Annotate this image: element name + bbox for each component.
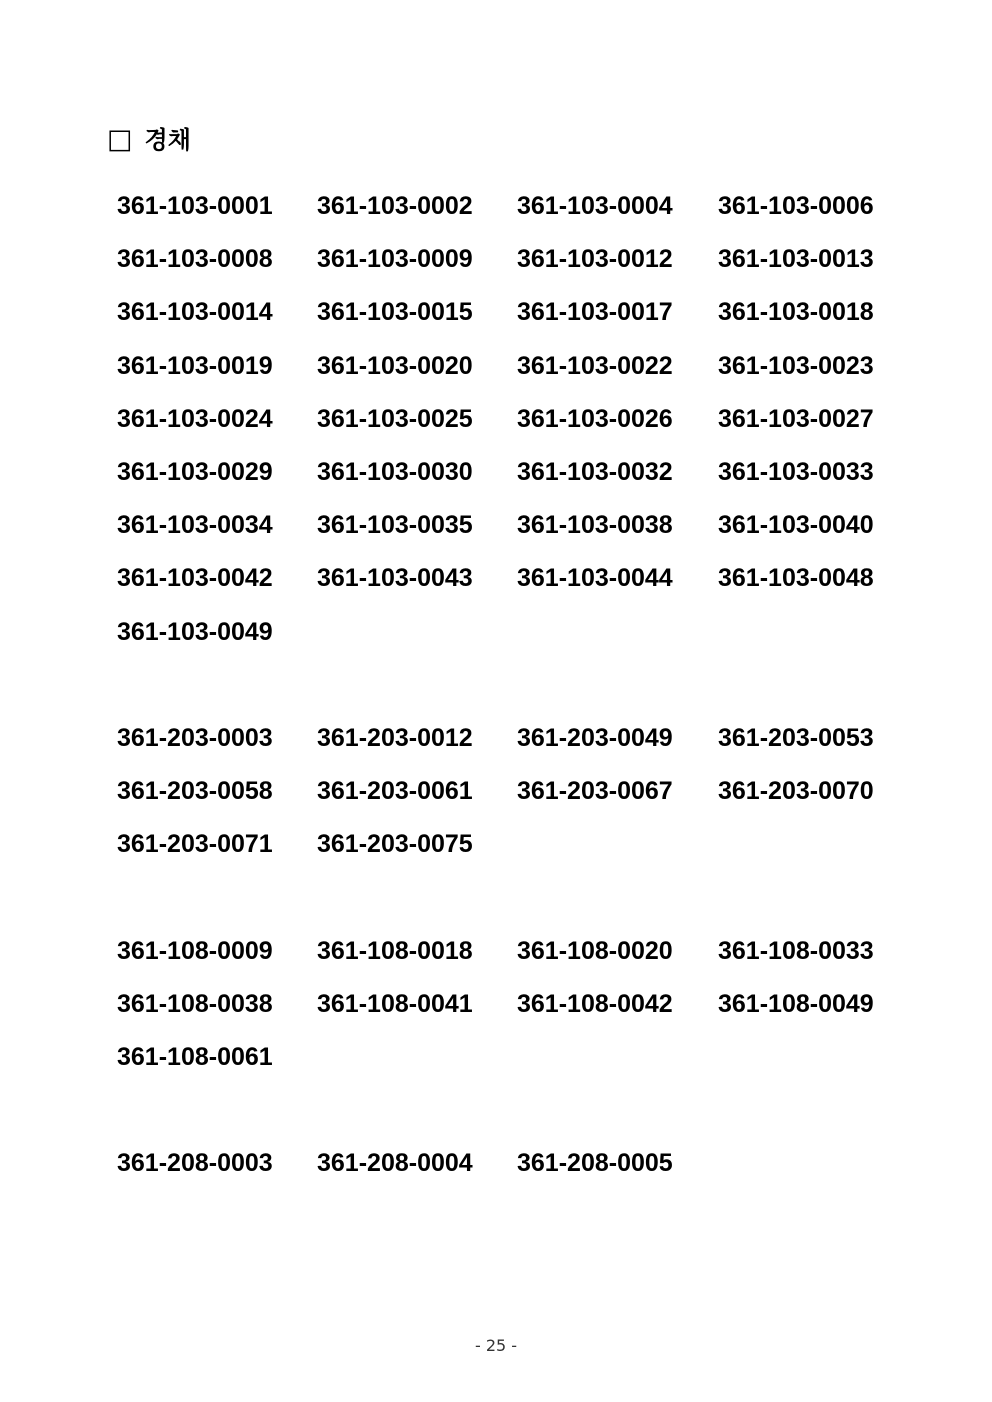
code-item: 361-203-0058 [117,777,273,806]
code-item: 361-103-0008 [117,245,273,274]
square-bullet-icon: □ [107,124,133,155]
code-item: 361-103-0006 [718,192,874,220]
code-group [117,180,977,659]
code-item: 361-103-0033 [718,457,874,486]
code-item: 361-103-0043 [317,564,473,593]
code-item: 361-203-0053 [718,723,874,752]
code-item: 361-103-0018 [718,298,874,327]
code-item: 361-208-0004 [317,1149,473,1178]
code-group [117,925,977,1085]
code-item: 361-108-0038 [117,989,273,1018]
code-list [117,180,977,1244]
code-item: 361-103-0030 [317,457,473,486]
code-item: 361-103-0035 [317,511,473,540]
code-item: 361-108-0020 [517,936,673,965]
code-item: 361-103-0002 [317,192,473,220]
code-item: 361-108-0009 [117,936,273,965]
code-item: 361-103-0017 [517,298,673,327]
code-item: 361-108-0018 [317,936,473,965]
code-item: 361-103-0009 [317,245,473,274]
code-item: 361-103-0038 [517,511,673,540]
code-item: 361-103-0029 [117,457,273,486]
code-item: 361-103-0044 [517,564,673,593]
code-item: 361-103-0023 [718,351,874,380]
code-item: 361-103-0004 [517,192,673,220]
code-item: 361-103-0049 [117,617,273,646]
code-item: 361-108-0033 [718,936,874,965]
code-item: 361-103-0032 [517,457,673,486]
code-item: 361-103-0013 [718,245,874,274]
code-item: 361-103-0048 [718,564,874,593]
code-item: 361-203-0061 [317,777,473,806]
code-item: 361-108-0049 [718,989,874,1018]
code-item: 361-103-0026 [517,404,673,433]
code-group [117,1137,977,1190]
code-item: 361-103-0027 [718,404,874,433]
code-item: 361-103-0019 [117,351,273,380]
section-title: 경채 [144,126,191,154]
code-item: 361-103-0042 [117,564,273,593]
code-item: 361-208-0005 [517,1149,673,1178]
code-item: 361-203-0071 [117,830,273,859]
code-item: 361-203-0003 [117,723,273,752]
code-item: 361-203-0070 [718,777,874,806]
code-item: 361-108-0042 [517,989,673,1018]
code-item: 361-108-0041 [317,989,473,1018]
code-item: 361-208-0003 [117,1149,273,1178]
code-item: 361-103-0025 [317,404,473,433]
code-item: 361-103-0040 [718,511,874,540]
code-item: 361-203-0075 [317,830,473,859]
code-item: 361-103-0012 [517,245,673,274]
code-group [117,712,977,872]
code-item: 361-103-0001 [117,192,273,220]
page-number: - 25 - [474,1336,518,1355]
section-heading [107,122,191,158]
code-item: 361-103-0014 [117,298,273,327]
code-item: 361-103-0022 [517,351,673,380]
code-item: 361-203-0012 [317,723,473,752]
code-item: 361-103-0020 [317,351,473,380]
code-item: 361-103-0034 [117,511,273,540]
code-item: 361-108-0061 [117,1043,273,1071]
code-item: 361-203-0049 [517,723,673,752]
code-item: 361-203-0067 [517,777,673,806]
code-item: 361-103-0024 [117,404,273,433]
code-item: 361-103-0015 [317,298,473,327]
